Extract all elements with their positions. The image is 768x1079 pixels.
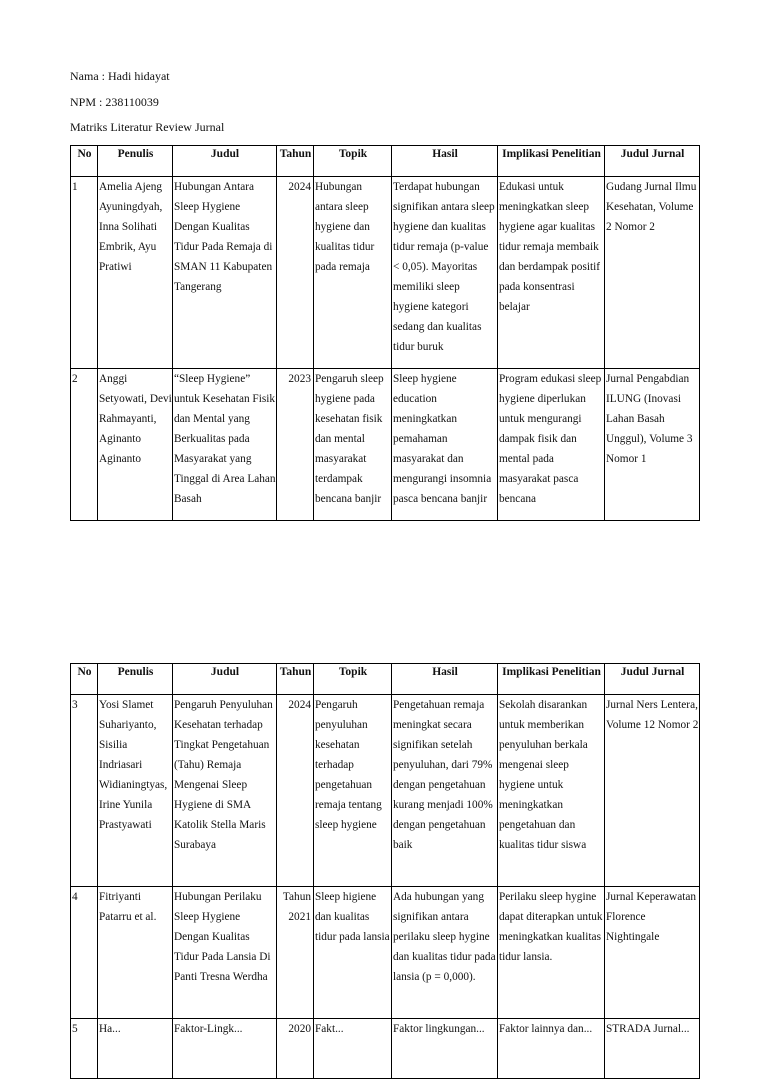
- column-header-no: No: [71, 146, 98, 177]
- cell-no: 2: [71, 369, 98, 521]
- cell-implikasi: Edukasi untuk meningkatkan sleep hygiene agar kualitas tidur remaja membaik dan berdampak positif pada konsentrasi belajar: [498, 177, 605, 369]
- cell-hasil: Pengetahuan remaja meningkat secara signifikan setelah penyuluhan, dari 79% dengan pengetahuan kurang menjadi 100% dengan pengetahuan baik: [392, 695, 498, 887]
- cell-judul: Hubungan Antara Sleep Hygiene Dengan Kualitas Tidur Pada Remaja di SMAN 11 Kabupaten Tangerang: [173, 177, 277, 369]
- cell-judul: Hubungan Perilaku Sleep Hygiene Dengan Kualitas Tidur Pada Lansia Di Panti Tresna Werdha: [173, 887, 277, 1019]
- column-header-topik: Topik: [314, 664, 392, 695]
- cell-topik: Fakt...: [314, 1019, 392, 1079]
- cell-topik: Pengaruh sleep hygiene pada kesehatan fisik dan mental masyarakat terdampak bencana banjir: [314, 369, 392, 521]
- cell-tahun: 2023: [277, 369, 314, 521]
- table-row: [71, 1019, 700, 1079]
- column-header-tahun: Tahun: [277, 146, 314, 177]
- cell-topik: Pengaruh penyuluhan kesehatan terhadap pengetahuan remaja tentang sleep hygiene: [314, 695, 392, 887]
- cell-implikasi: Faktor lainnya dan...: [498, 1019, 605, 1079]
- table-header-row: [71, 146, 700, 177]
- cell-no: 4: [71, 887, 98, 1019]
- column-header-judul: Judul: [173, 664, 277, 695]
- cell-tahun: 2024: [277, 695, 314, 887]
- cell-hasil: Terdapat hubungan signifikan antara sleep hygiene dan kualitas tidur remaja (p-value < 0,05). Mayoritas memiliki sleep hygiene kategori sedang dan kualitas tidur buruk: [392, 177, 498, 369]
- column-header-hasil: Hasil: [392, 664, 498, 695]
- column-header-judul: Judul: [173, 146, 277, 177]
- cell-no: 5: [71, 1019, 98, 1079]
- literature-table-2: [70, 663, 700, 1079]
- cell-hasil: Faktor lingkungan...: [392, 1019, 498, 1079]
- table-header-row: [71, 664, 700, 695]
- cell-penulis: Amelia Ajeng Ayuningdyah, Inna Solihati Embrik, Ayu Pratiwi: [98, 177, 173, 369]
- literature-table-1: [70, 145, 700, 521]
- cell-jurnal: STRADA Jurnal...: [605, 1019, 700, 1079]
- column-header-penulis: Penulis: [98, 664, 173, 695]
- student-name: Nama : Hadi hidayat: [70, 69, 170, 83]
- cell-tahun: 2020: [277, 1019, 314, 1079]
- table-row: [71, 369, 700, 521]
- column-header-penulis: Penulis: [98, 146, 173, 177]
- cell-judul: “Sleep Hygiene” untuk Kesehatan Fisik dan Mental yang Berkualitas pada Masyarakat yang Tinggal di Area Lahan Basah: [173, 369, 277, 521]
- cell-no: 1: [71, 177, 98, 369]
- cell-implikasi: Perilaku sleep hygine dapat diterapkan untuk meningkatkan kualitas tidur lansia.: [498, 887, 605, 1019]
- table-row: [71, 695, 700, 887]
- cell-topik: Sleep higiene dan kualitas tidur pada lansia: [314, 887, 392, 1019]
- cell-tahun: 2024: [277, 177, 314, 369]
- cell-penulis: Fitriyanti Patarru et al.: [98, 887, 173, 1019]
- cell-no: 3: [71, 695, 98, 887]
- column-header-hasil: Hasil: [392, 146, 498, 177]
- cell-judul: Pengaruh Penyuluhan Kesehatan terhadap Tingkat Pengetahuan (Tahu) Remaja Mengenai Sleep Hygiene di SMA Katolik Stella Maris Surabaya: [173, 695, 277, 887]
- cell-hasil: Sleep hygiene education meningkatkan pemahaman masyarakat dan mengurangi insomnia pasca bencana banjir: [392, 369, 498, 521]
- cell-implikasi: Sekolah disarankan untuk memberikan penyuluhan berkala mengenai sleep hygiene untuk meningkatkan pengetahuan dan kualitas tidur siswa: [498, 695, 605, 887]
- cell-topik: Hubungan antara sleep hygiene dan kualitas tidur pada remaja: [314, 177, 392, 369]
- cell-jurnal: Jurnal Pengabdian ILUNG (Inovasi Lahan Basah Unggul), Volume 3 Nomor 1: [605, 369, 700, 521]
- cell-judul: Faktor-Lingk...: [173, 1019, 277, 1079]
- column-header-tahun: Tahun: [277, 664, 314, 695]
- cell-hasil: Ada hubungan yang signifikan antara perilaku sleep hygine dan kualitas tidur pada lansia (p = 0,000).: [392, 887, 498, 1019]
- cell-penulis: Ha...: [98, 1019, 173, 1079]
- cell-tahun: Tahun 2021: [277, 887, 314, 1019]
- cell-penulis: Anggi Setyowati, Devi Rahmayanti, Aginanto Aginanto: [98, 369, 173, 521]
- column-header-jurnal: Judul Jurnal: [605, 664, 700, 695]
- cell-jurnal: Jurnal Ners Lentera, Volume 12 Nomor 2: [605, 695, 700, 887]
- table-row: [71, 177, 700, 369]
- column-header-jurnal: Judul Jurnal: [605, 146, 700, 177]
- column-header-implikasi: Implikasi Penelitian: [498, 664, 605, 695]
- table-row: [71, 887, 700, 1019]
- cell-implikasi: Program edukasi sleep hygiene diperlukan untuk mengurangi dampak fisik dan mental pada masyarakat pasca bencana: [498, 369, 605, 521]
- document-title: Matriks Literatur Review Jurnal: [70, 120, 225, 134]
- column-header-implikasi: Implikasi Penelitian: [498, 146, 605, 177]
- column-header-topik: Topik: [314, 146, 392, 177]
- column-header-no: No: [71, 664, 98, 695]
- cell-jurnal: Jurnal Keperawatan Florence Nightingale: [605, 887, 700, 1019]
- cell-penulis: Yosi Slamet Suhariyanto, Sisilia Indriasari Widianingtyas, Irine Yunila Prastyawati: [98, 695, 173, 887]
- student-npm: NPM : 238110039: [70, 95, 159, 109]
- cell-jurnal: Gudang Jurnal Ilmu Kesehatan, Volume 2 Nomor 2: [605, 177, 700, 369]
